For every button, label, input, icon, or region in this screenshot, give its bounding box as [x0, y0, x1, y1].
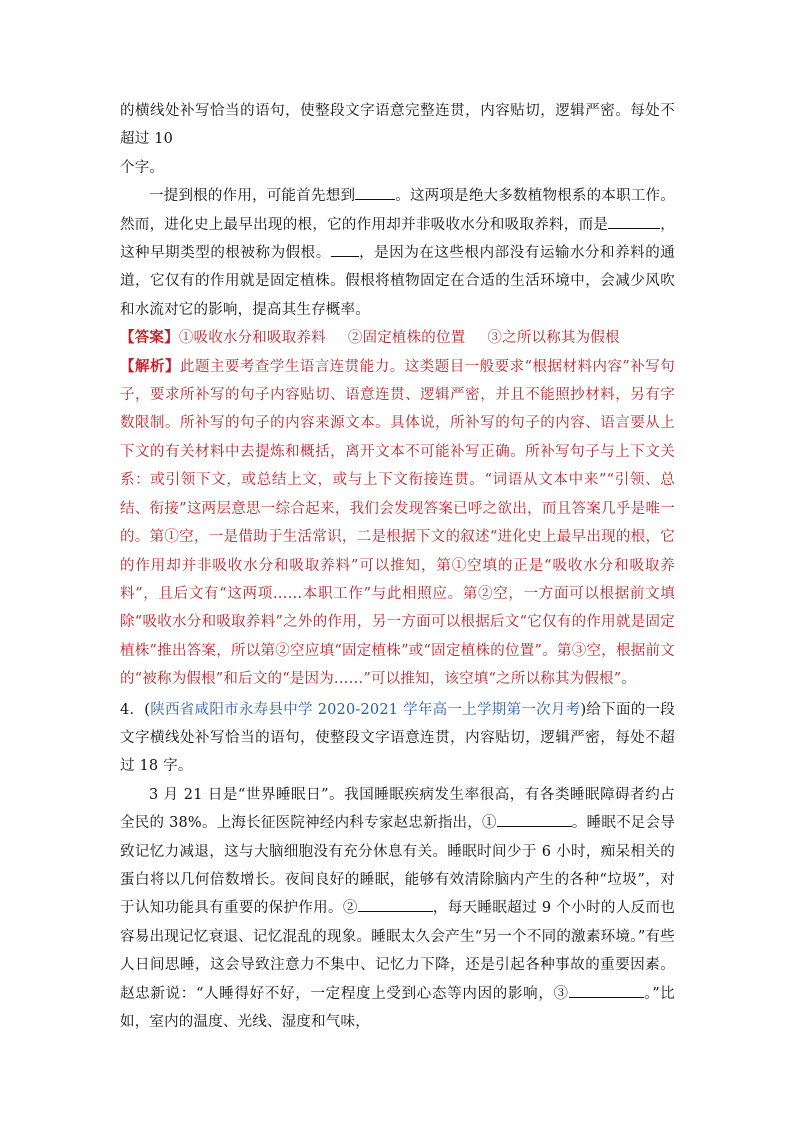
- answer-1: ①吸收水分和吸取养料: [178, 330, 326, 347]
- analysis-text: 此题主要考查学生语言连贯能力。这类题目一般要求“根据材料内容”补写句子，要求所补写的句子内容贴切、语意连贯、逻辑严密，并且不能照抄材料，另有字数限制。所补写的句子的内容来源文本。具体说，所补写的句子的内容、语言要从上下文的有关材料中去提炼和概括，离开文本不可能补写正确。所补写句子与上下文关系：或引领下文，或总结上文，或与上下文衔接连贯。“词语从文本中来”“引领、总结、衔接”这两层意思一综合起来，我们会发现答案已呼之欲出，而且答案几乎是唯一的。第①空，一是借助于生活常识，二是根据下文的叙述“进化史上最早出现的根，它的作用却并非吸收水分和吸取养料”可以推知，第①空填的正是“吸收水分和吸取养料”，且后文有“这两项……本职工作”与此相照应。第②空，一方面可以根据前文填除“吸收水分和吸取养料”之外的作用，另一方面可以根据后文“它仅有的作用就是固定植株”推出答案，所以第②空应填“固定植株”或“固定植株的位置”。第③空，根据前文的“被称为假根”和后文的“是因为……”可以推知，该空填“之所以称其为假根”。: [120, 358, 675, 688]
- blank-2: [608, 212, 660, 229]
- blank-q4-2: [358, 895, 433, 912]
- document-content: [120, 97, 675, 1036]
- answer-3: ③之所以称其为假根: [487, 330, 620, 347]
- question4-prompt: )给下面的一段文字横线处补写恰当的语句，使整段文字语意连贯，内容贴切，逻辑严密，每处不超过 18 字。: [120, 701, 676, 775]
- passage3-sentence-4: ，是因为在这些根内部没有运输水分和养料的通道，它仅有的作用就是固定植株。假根将植物固定在合适的生活环境中，会减少风吹和水流对它的影响，提高其生存概率。: [120, 245, 675, 318]
- passage3-sentence-3: ，这种早期类型的根被称为假根。: [120, 216, 675, 262]
- passage3-sentence-2: 。这两项是绝大多数植物根系的本职工作。然而，进化史上最早出现的根，它的作用却并非吸收水分和吸取养料，而是: [120, 188, 675, 233]
- passage4-part-3: ，每天睡眠超过 9 个小时的人反而也容易出现记忆衰退、记忆混乱的现象。睡眠太久会产生“另一个不同的激素环境。”有些人日间思睡，这会导致注意力不集中、记忆力下降，还是引起各种事故的重要因素。赵忠新说：“人睡得好不好，一定程度上受到心态等内因的影响，③: [120, 900, 675, 1002]
- passage4-part-4: 。”比如，室内的温度、光线、湿度和气味，: [120, 985, 675, 1030]
- question4-passage: [120, 781, 675, 1037]
- passage4-part-1: 3 月 21 日是“世界睡眠日”。我国睡眠疾病发生率很高，有各类睡眠障碍者约占全民的 38%。上海长征医院神经内科专家赵忠新指出，①: [120, 786, 675, 832]
- analysis-tag: 【解析】: [120, 357, 180, 375]
- question4-source: 陕西省咸阳市永寿县中学 2020-2021 学年高一上学期第一次月考: [150, 701, 581, 718]
- question4-number: 4．(: [120, 701, 151, 718]
- passage4-part-2: 。睡眠不足会导致记忆力减退，这与大脑细胞没有充分休息有关。睡眠时间少于 6 小时，痴呆相关的蛋白将以几何倍数增长。夜间良好的睡眠，能够有效清除脑内产生的各种“垃圾”，对于认知功能具有重要的保护作用。②: [120, 815, 675, 917]
- instruction-line-2: 个字。: [120, 159, 165, 176]
- blank-3: [331, 240, 359, 257]
- question4-heading: [120, 696, 675, 781]
- answer-2: ②固定植株的位置: [347, 330, 466, 347]
- passage3-sentence-1: 一提到根的作用，可能首先想到: [149, 188, 356, 205]
- answer-tag: 【答案】: [120, 329, 179, 347]
- question3-instruction: [120, 97, 675, 182]
- instruction-line-1: 的横线处补写恰当的语句，使整段文字语意完整连贯，内容贴切，逻辑严密。每处不超过 10: [120, 103, 675, 148]
- answer-line: [120, 324, 675, 352]
- blank-1: [355, 183, 395, 200]
- question3-passage: [120, 182, 675, 324]
- blank-q4-3: [569, 981, 644, 998]
- analysis-paragraph: [120, 353, 675, 694]
- blank-q4-1: [497, 810, 572, 827]
